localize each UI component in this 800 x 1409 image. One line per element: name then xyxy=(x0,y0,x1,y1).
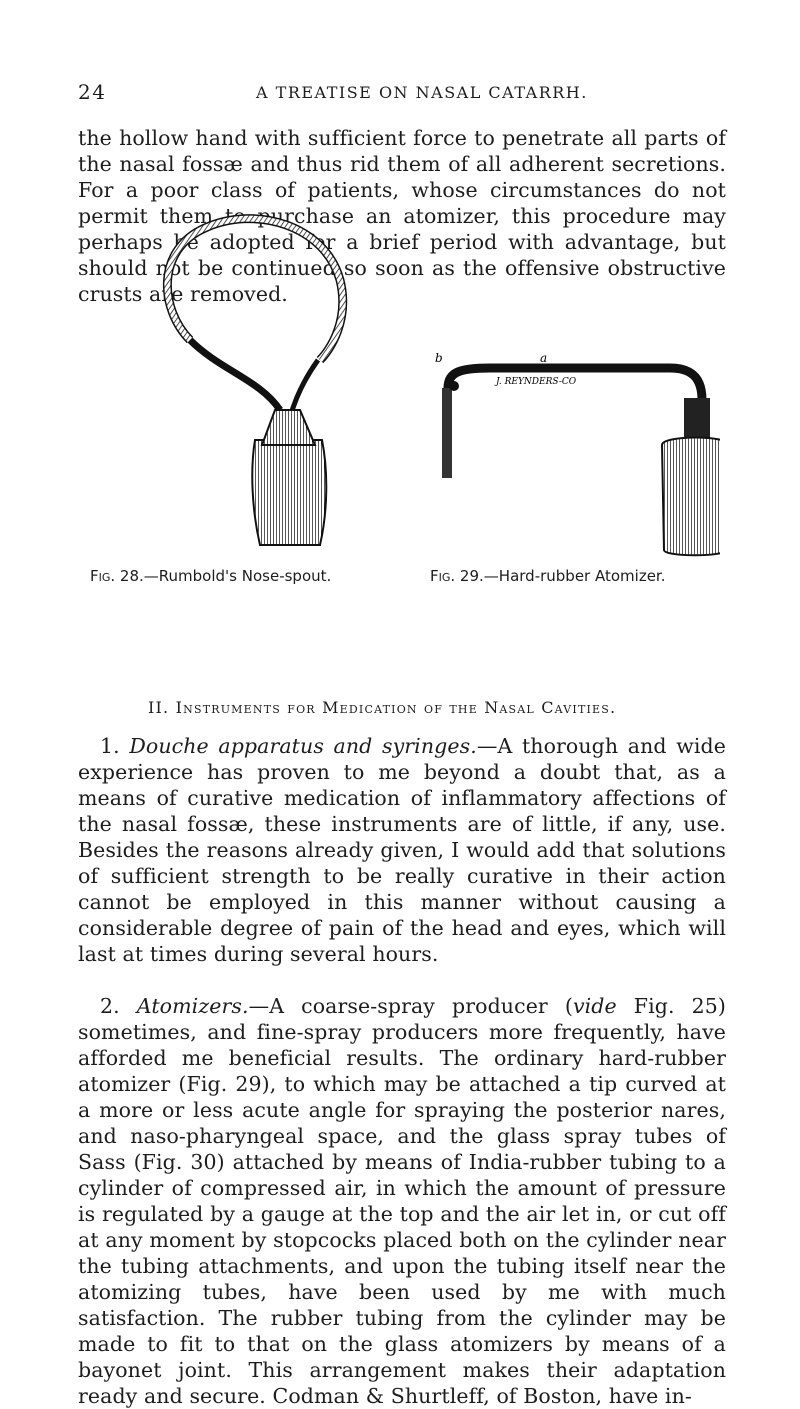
figure-28-caption-text: —Rumbold's Nose-spout. xyxy=(143,567,332,585)
item-1-douche xyxy=(78,733,726,967)
figure-28-nose-spout xyxy=(150,210,350,555)
figure-29-caption xyxy=(430,567,665,585)
section-heading: II. Instruments for Medication of the Nasal Cavities. xyxy=(148,698,617,717)
figure-29-label: Fig. 29. xyxy=(430,567,484,585)
running-header xyxy=(78,80,724,110)
item-1-number: 1. xyxy=(100,734,120,758)
marker-a: a xyxy=(540,351,548,365)
item-2-atomizers xyxy=(78,993,726,1409)
page-number: 24 xyxy=(78,80,107,104)
item-2-body-start: —A coarse-spray producer ( xyxy=(248,994,573,1018)
item-2-number: 2. xyxy=(100,994,120,1018)
item-2-vide: vide xyxy=(572,994,617,1018)
figure-29-caption-text: —Hard-rubber Atomizer. xyxy=(483,567,666,585)
engraving-maker-mark: J. REYNDERS-CO xyxy=(496,377,577,387)
atomizer-illustration xyxy=(430,350,720,560)
item-2-title: Atomizers. xyxy=(136,994,249,1018)
nose-spout-illustration xyxy=(150,210,350,555)
item-1-title: Douche apparatus and syringes. xyxy=(129,734,477,758)
figure-28-label: Fig. 28. xyxy=(90,567,144,585)
figure-29-atomizer xyxy=(430,350,720,560)
marker-b: b xyxy=(435,351,443,365)
item-2-body-end: Fig. 25) sometimes, and fine-spray producers more frequently, have afforded me beneficial results. The ordinary hard-rubber atomizer (Fig. 29), to which may be attached a tip curved at a more or less acute angle for spraying the posterior nares, and naso-pharyngeal space, and the glass spray tubes of Sass (Fig. 30) attached by means of India-rubber tubing to a cylinder of compressed air, in which the amount of pressure is regulated by a gauge at the top and the air let in, or cut off at any moment by stopcocks placed both on the cylinder near the tubing attachments, and upon the tubing itself near the atomizing tubes, have been used by me with much satisfaction. The rubber tubing from the cylinder may be made to fit to that on the glass atomizers by means of a bayonet joint. This arrangement makes their adaptation ready and secure. Codman & Shurtleff, of Boston, have in- xyxy=(78,994,727,1408)
opening-paragraph: the hollow hand with sufficient force to penetrate all parts of the nasal fossæ and thus rid them of all adherent secretions. For a poor class of patients, whose circumstances do not permit them to purchase an atomizer, this procedure may perhaps be adopted for a brief period with advantage, but should not be continued so soon as the offensive obstructive crusts are removed. xyxy=(78,126,726,306)
figure-28-caption xyxy=(90,567,331,585)
item-1-body: —A thorough and wide experience has proven to me beyond a doubt that, as a means of curative medication of inflammatory affections of the nasal fossæ, these instruments are of little, if any, use. Besides the reasons already given, I would add that solutions of sufficient strength to be really curative in their action cannot be employed in this manner without causing a considerable degree of pain of the head and eyes, which will last at times during several hours. xyxy=(78,734,726,966)
running-title: A TREATISE ON NASAL CATARRH. xyxy=(256,83,588,102)
